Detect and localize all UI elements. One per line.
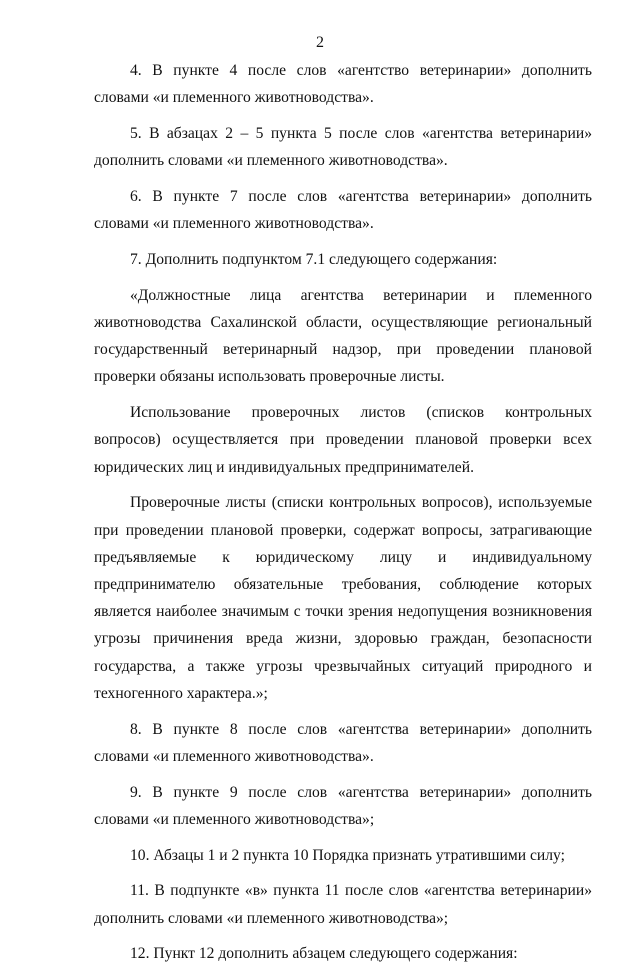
paragraph-item-8: 8. В пункте 8 после слов «агентства ветеринарии» дополнить словами «и племенного животноводства».	[94, 720, 592, 765]
paragraph-item-12: 12. Пункт 12 дополнить абзацем следующего содержания:	[130, 945, 518, 963]
paragraph-item-6: 6. В пункте 7 после слов «агентства ветеринарии» дополнить словами «и племенного животноводства».	[94, 188, 592, 233]
paragraph-quote-officials: «Должностные лица агентства ветеринарии и племенного животноводства Сахалинской области, осуществляющие региональный государственный ветеринарный надзор, при проведении плановой проверки обязаны использовать проверочные листы.	[94, 286, 592, 386]
paragraph-item-10: 10. Абзацы 1 и 2 пункта 10 Порядка признать утратившими силу;	[130, 846, 565, 864]
document-body	[94, 57, 592, 968]
paragraph-item-7: 7. Дополнить подпунктом 7.1 следующего содержания:	[130, 251, 498, 268]
paragraph-item-9: 9. В пункте 9 после слов «агентства ветеринарии» дополнить словами «и племенного животноводства»;	[94, 783, 592, 828]
paragraph-checklist-contents: Проверочные листы (списки контрольных вопросов), используемые при проведении плановой проверки, содержат вопросы, затрагивающие предъявляемые к юридическому лицу и индивидуальному предпринимателю обязательные требования, соблюдение которых является наиболее значимым с точки зрения недопущения возникновения угрозы причинения вреда жизни, здоровью граждан, безопасности государства, а также угрозы чрезвычайных ситуаций природного и техногенного характера.»;	[94, 494, 592, 702]
paragraph-item-11: 11. В подпункте «в» пункта 11 после слов «агентства ветеринарии» дополнить словами «и племенного животноводства»;	[94, 882, 592, 927]
paragraph-item-4: 4. В пункте 4 после слов «агентство ветеринарии» дополнить словами «и племенного животноводства».	[94, 62, 592, 107]
paragraph-checklist-usage: Использование проверочных листов (списков контрольных вопросов) осуществляется при проведении плановой проверки всех юридических лиц и индивидуальных предпринимателей.	[94, 404, 592, 476]
page-number: 2	[316, 34, 324, 51]
paragraph-item-5: 5. В абзацах 2 – 5 пункта 5 после слов «агентства ветеринарии» дополнить словами «и племенного животноводства».	[94, 125, 592, 170]
